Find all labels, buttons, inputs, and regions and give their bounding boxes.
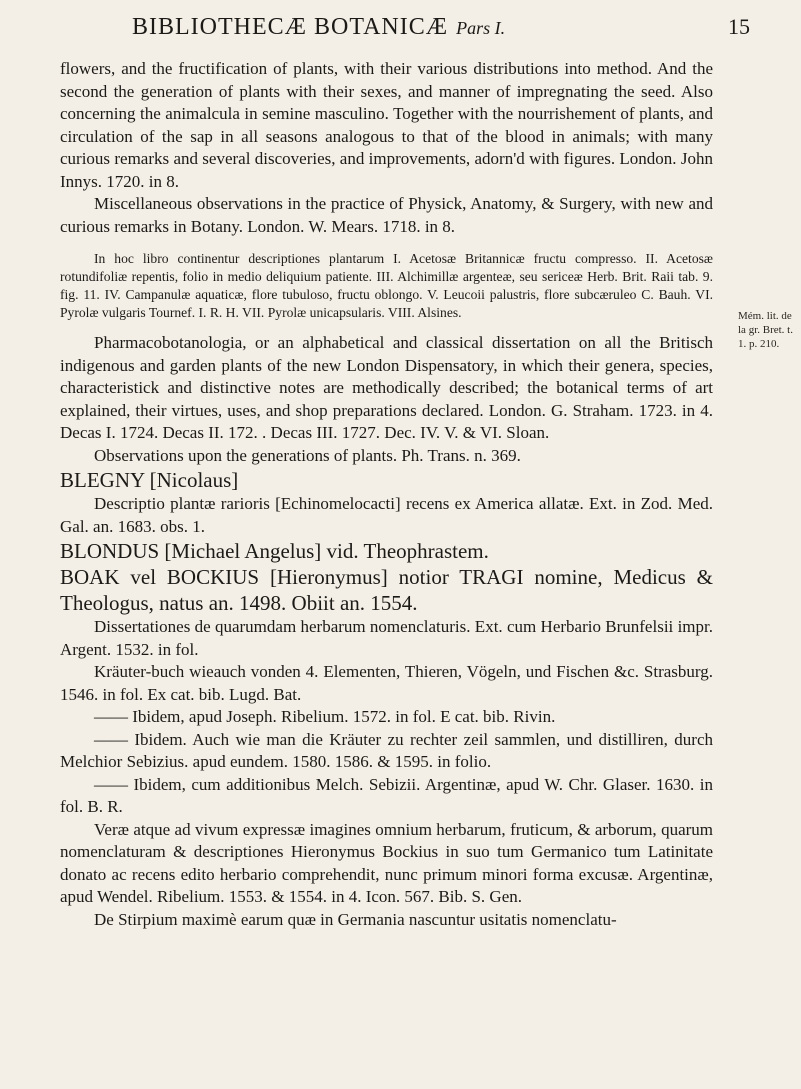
entry-pharmacobotanologia: Pharmacobotanologia, or an alphabetical and classical dissertation on all the Britisch indigenous and garden plants of the new London Dispensatory, in which their genera, species, characteristick and distinctive notes are methodically described; the botanical terms of art explained, their virtues, uses, and shop preparations declared. London. G. Straham. 1723. in 4. Decas I. 1724. Decas II. 172. . Decas III. 1727. Dec. IV. V. & VI. Sloan. — [60, 333, 713, 442]
entry-descriptio: Descriptio plantæ rarioris [Echinomelocacti] recens ex America allatæ. Ext. in Zod. Med. Gal. an. 1683. obs. 1. — [60, 494, 713, 536]
part-label: Pars I. — [456, 18, 506, 38]
author-heading-blegny: BLEGNY [Nicolaus] — [60, 468, 239, 492]
entry-krauter-buch: Kräuter-buch wieauch vonden 4. Elementen, Thieren, Vögeln, und Fischen &c. Strasburg. 1546. in fol. Ex cat. bib. Lugd. Bat. — [60, 662, 713, 704]
entry-dissertationes: Dissertationes de quarumdam herbarum nomenclaturis. Ext. cum Herbario Brunfelsii impr. Argent. 1532. in fol. — [60, 617, 713, 659]
entry-note-latin: In hoc libro continentur descriptiones plantarum I. Acetosæ Britannicæ fructu compresso. II. Acetosæ rotundifoliæ repentis, folio in medio deliquium patiente. III. Alchimillæ argenteæ, seu sericeæ Herb. Brit. Raii tab. 9. fig. 11. IV. Campanulæ aquaticæ, flore tubuloso, fructu oblongo. V. Leucoii palustris, flore subcæruleo C. Bauh. VI. Pyrolæ vulgaris Tournef. I. R. H. VII. Pyrolæ unicapsularis. VIII. Alsines. — [60, 251, 713, 320]
entry-de-stirpium: De Stirpium maximè earum quæ in Germania nascuntur usitatis nomenclatu- — [94, 909, 617, 929]
entry-ibidem-1630: —— Ibidem, cum additionibus Melch. Sebizii. Argentinæ, apud W. Chr. Glaser. 1630. in fol. B. R. — [60, 774, 713, 816]
author-heading-boak: BOAK vel BOCKIUS [Hieronymus] notior TRAGI nomine, Medicus & Theologus, natus an. 1498. Obiit an. 1554. — [60, 565, 713, 615]
entry-ibidem-1572: —— Ibidem, apud Joseph. Ribelium. 1572. in fol. E cat. bib. Rivin. — [94, 707, 556, 726]
author-heading-blondus: BLONDUS [Michael Angelus] vid. Theophrastem. — [60, 539, 489, 563]
entry-continuation: flowers, and the fructification of plants, with their various distributions into method. And the second the generation of plants with their sexes, and manner of impregnating the seed. Also concerning the animalcula in semine masculino. Together with the nourrishement of plants, and circulation of the sap in all seasons analogous to that of the blood in animals; with many curious remarks and several discoveries, and improvements, adorn'd with figures. London. John Innys. 1720. in 8. — [60, 59, 713, 191]
running-header — [60, 14, 750, 41]
page-body — [60, 58, 713, 931]
margin-note: Mém. lit. de la gr. Bret. t. 1. p. 210. — [738, 310, 793, 350]
entry-ibidem-sebizius: —— Ibidem. Auch wie man die Kräuter zu rechter zeil sammlen, und distilliren, durch Melchior Sebizius. apud eundem. 1580. 1586. & 1595. in folio. — [60, 729, 713, 771]
page-number: 15 — [728, 14, 750, 39]
entry-miscellaneous: Miscellaneous observations in the practice of Physick, Anatomy, & Surgery, with new and curious remarks in Botany. London. W. Mears. 1718. in 8. — [60, 194, 713, 236]
entry-verae-imagines: Veræ atque ad vivum expressæ imagines omnium herbarum, fruticum, & arborum, quarum nomenclaturam & descriptiones Hieronymus Bockius in suo tum Germanico tum Latinitate donato ac recens edito herbario comprehendit, nunc primum minori forma excusæ. Argentinæ, apud Wendel. Ribelium. 1553. & 1554. in 4. Icon. 567. Bib. S. Gen. — [60, 819, 713, 906]
running-title: BIBLIOTHECÆ BOTANICÆ — [132, 14, 449, 40]
entry-observations: Observations upon the generations of plants. Ph. Trans. n. 369. — [94, 445, 521, 465]
